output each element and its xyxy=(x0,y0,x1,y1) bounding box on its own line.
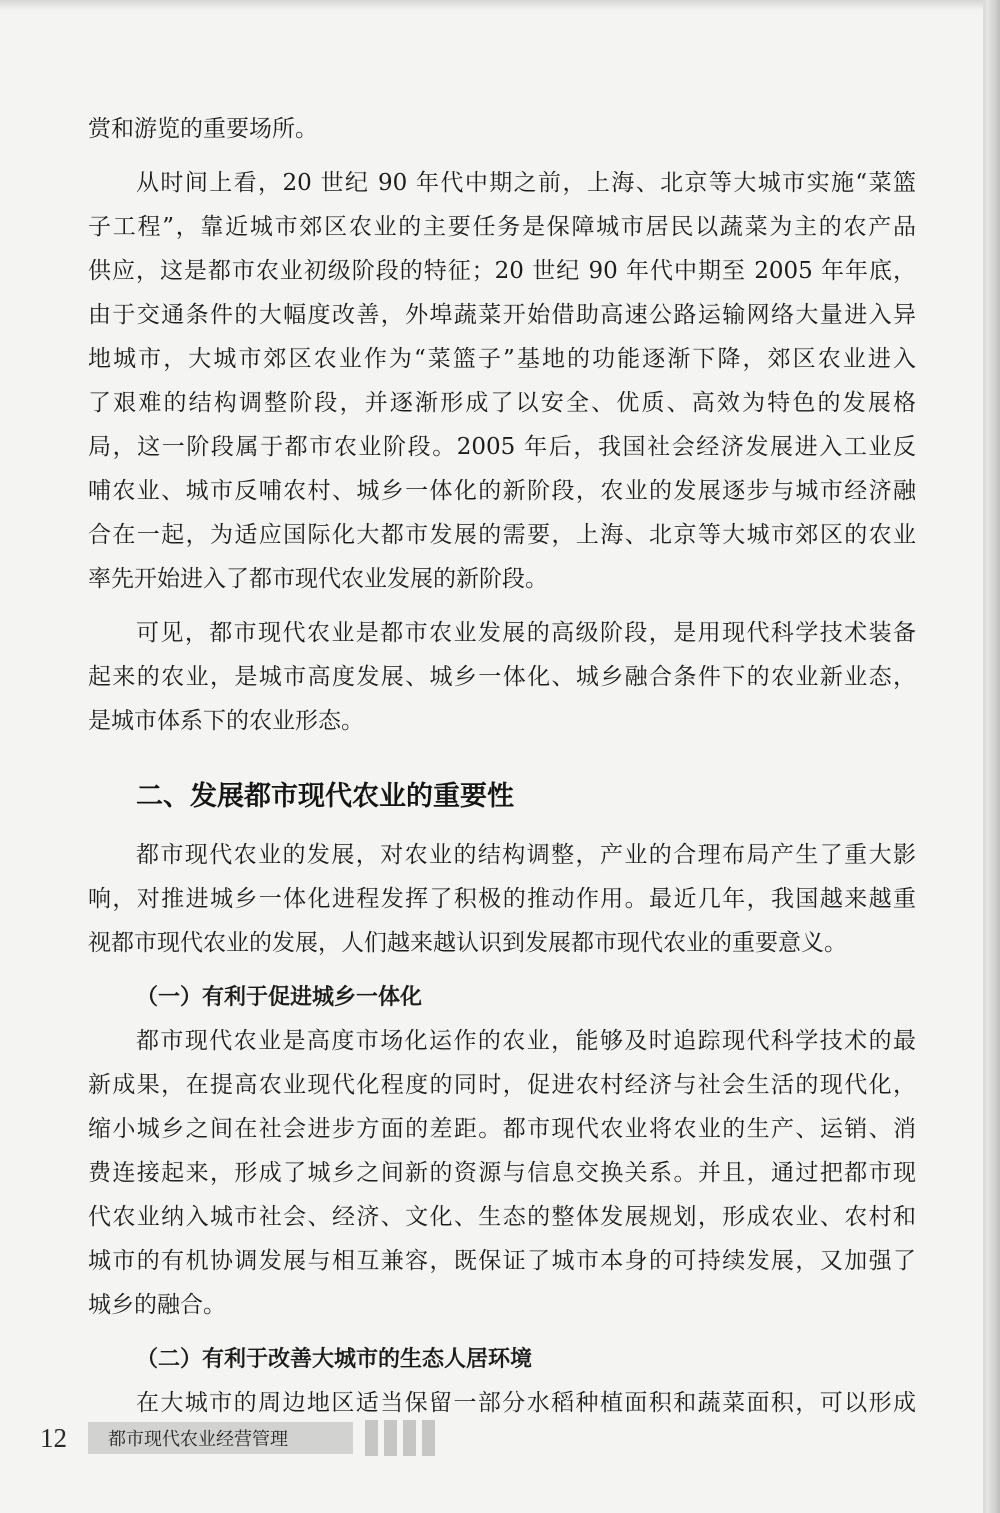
text-line: 哺农业、城市反哺农村、城乡一体化的新阶段，农业的发展逐步与城市经济融 xyxy=(88,478,916,504)
text-line: 率先开始进入了都市现代农业发展的新阶段。 xyxy=(88,566,548,592)
text-line: 可见，都市现代农业是都市农业发展的高级阶段，是用现代科学技术装备 xyxy=(136,620,916,646)
text-line: 起来的农业，是城市高度发展、城乡一体化、城乡融合条件下的农业新业态， xyxy=(88,664,916,690)
text-line: 赏和游览的重要场所。 xyxy=(88,116,318,142)
text-line: 从时间上看，20 世纪 90 年代中期之前，上海、北京等大城市实施“菜篮 xyxy=(136,170,916,196)
page-top-shadow xyxy=(0,0,1000,10)
text-line: 了艰难的结构调整阶段，并逐渐形成了以安全、优质、高效为特色的发展格 xyxy=(88,390,916,416)
book-title: 都市现代农业经营管理 xyxy=(108,1429,288,1450)
text-line: 费连接起来，形成了城乡之间新的资源与信息交换关系。并且，通过把都市现 xyxy=(88,1160,916,1186)
text-line: 地城市，大城市郊区农业作为“菜篮子”基地的功能逐渐下降，郊区农业进入 xyxy=(88,346,916,372)
text-line: 城乡的融合。 xyxy=(88,1292,226,1318)
page-footer xyxy=(40,1418,435,1458)
paragraph-2 xyxy=(88,161,916,601)
subsection-heading-2: （二）有利于改善大城市的生态人居环境 xyxy=(136,1346,533,1372)
text-line: 响，对推进城乡一体化进程发挥了积极的推动作用。最近几年，我国越来越重 xyxy=(88,886,916,912)
text-line: 在大城市的周边地区适当保留一部分水稻种植面积和蔬菜面积，可以形成 xyxy=(136,1390,916,1416)
decoration-bar xyxy=(365,1420,378,1456)
decoration-bar xyxy=(384,1420,397,1456)
text-line: 子工程”，靠近城市郊区农业的主要任务是保障城市居民以蔬菜为主的农产品 xyxy=(88,214,916,240)
decoration-bar xyxy=(422,1420,435,1456)
section-heading: 二、发展都市现代农业的重要性 xyxy=(136,781,514,812)
text-line: 视都市现代农业的发展，人们越来越认识到发展都市现代农业的重要意义。 xyxy=(88,930,847,956)
paragraph-4 xyxy=(88,833,916,965)
page-body xyxy=(88,107,916,1435)
text-line: 代农业纳入城市社会、经济、文化、生态的整体发展规划，形成农业、农村和 xyxy=(88,1204,916,1230)
footer-decoration-bars xyxy=(359,1420,435,1456)
text-line: 都市现代农业是高度市场化运作的农业，能够及时追踪现代科学技术的最 xyxy=(136,1028,916,1054)
text-line: 城市的有机协调发展与相互兼容，既保证了城市本身的可持续发展，又加强了 xyxy=(88,1248,916,1274)
paragraph-1 xyxy=(88,107,916,151)
text-line: 合在一起，为适应国际化大都市发展的需要，上海、北京等大城市郊区的农业 xyxy=(88,522,916,548)
text-line: 供应，这是都市农业初级阶段的特征；20 世纪 90 年代中期至 2005 年年底， xyxy=(88,258,916,284)
text-line: 局，这一阶段属于都市农业阶段。2005 年后，我国社会经济发展进入工业反 xyxy=(88,434,916,460)
page-number: 12 xyxy=(40,1422,67,1453)
text-line: 由于交通条件的大幅度改善，外埠蔬菜开始借助高速公路运输网络大量进入异 xyxy=(88,302,916,328)
paragraph-3 xyxy=(88,611,916,743)
text-line: 缩小城乡之间在社会进步方面的差距。都市现代农业将农业的生产、运销、消 xyxy=(88,1116,916,1142)
text-line: 新成果，在提高农业现代化程度的同时，促进农村经济与社会生活的现代化， xyxy=(88,1072,916,1098)
text-line: 都市现代农业的发展，对农业的结构调整，产业的合理布局产生了重大影 xyxy=(136,842,916,868)
subsection-heading-1: （一）有利于促进城乡一体化 xyxy=(136,984,423,1010)
paragraph-5 xyxy=(88,1019,916,1327)
text-line: 是城市体系下的农业形态。 xyxy=(88,708,364,734)
page-edge xyxy=(986,0,1000,1513)
footer-title-band xyxy=(88,1422,353,1454)
decoration-bar xyxy=(403,1420,416,1456)
